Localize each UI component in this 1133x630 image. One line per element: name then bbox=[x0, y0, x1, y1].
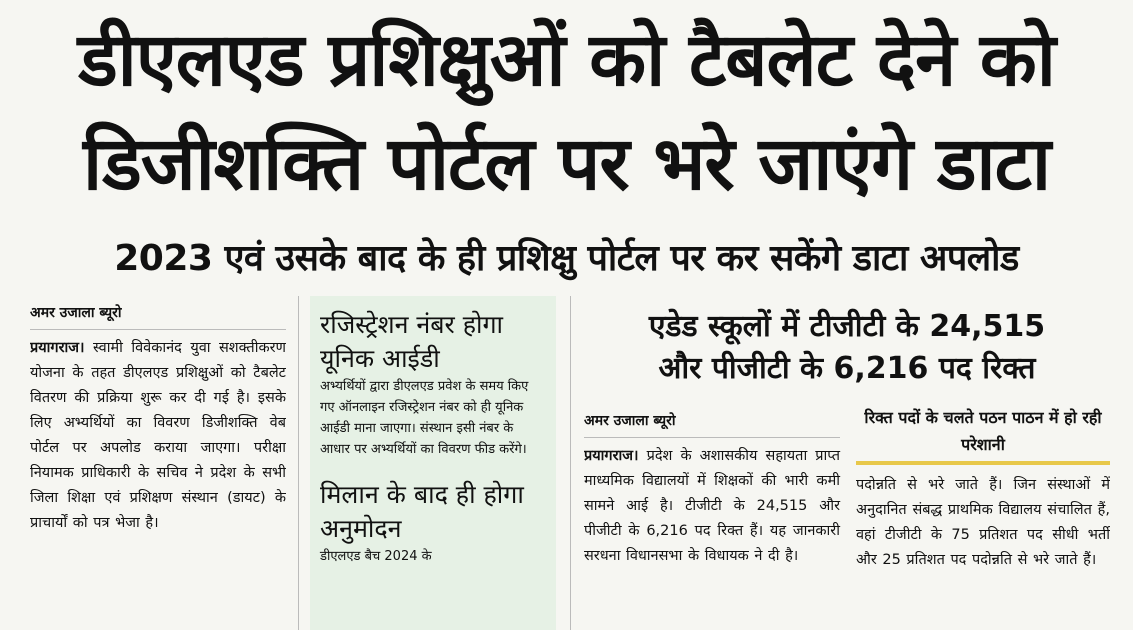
sidebar-box bbox=[310, 296, 556, 630]
sidebar-text-1: अभ्यर्थियों द्वारा डीएलएड प्रवेश के समय किए गए ऑनलाइन रजिस्ट्रेशन नंबर को ही यूनिक आईडी माना जाएगा। संस्थान इसी नंबर के आधार पर अभ्यर्थियों का विवरण फीड करेंगे। bbox=[320, 379, 529, 457]
headline-line-1: डीएलएड प्रशिक्षुओं को टैबलेट देने को bbox=[78, 17, 1055, 103]
column-divider bbox=[570, 296, 571, 630]
story-2-byline: अमर उजाला ब्यूरो bbox=[584, 404, 840, 438]
story-1-body bbox=[30, 336, 286, 536]
story-2-box-head: रिक्त पदों के चलते पठन पाठन में हो रही परेशानी bbox=[856, 404, 1110, 465]
story-2-box bbox=[856, 404, 1110, 573]
headline-line-2: डिजीशक्ति पोर्टल पर भरे जाएंगे डाटा bbox=[82, 121, 1051, 207]
story-2-main bbox=[584, 404, 840, 569]
column-divider bbox=[298, 296, 299, 630]
story-1-text: स्वामी विवेकानंद युवा सशक्तीकरण योजना के तहत डीएलएड प्रशिक्षुओं को टैबलेट वितरण की प्रक्रिया शुरू कर दी गई है। इसके लिए अभ्यर्थियों का विवरण डिजीशक्ति वेब पोर्टल पर अपलोड कराया जाएगा। परीक्षा नियामक प्राधिकारी के सचिव ने प्रदेश के सभी जिला शिक्षा एवं प्रशिक्षण संस्थान (डायट) के प्राचार्यों को पत्र भेजा है। bbox=[30, 340, 286, 531]
story-2-title bbox=[584, 306, 1110, 390]
story-2-column bbox=[584, 296, 1110, 630]
subheadline: 2023 एवं उसके बाद के ही प्रशिक्षु पोर्टल पर कर सकेंगे डाटा अपलोड bbox=[114, 238, 1019, 279]
story-2-title-line-2: और पीजीटी के 6,216 पद रिक्त bbox=[658, 351, 1036, 386]
story-2-dateline: प्रयागराज। bbox=[584, 448, 639, 464]
story-2-text: प्रदेश के अशासकीय सहायता प्राप्त माध्यमिक विद्यालयों में शिक्षकों की भारी कमी सामने आई है। टीजीटी के 24,515 और पीजीटी के 6,216 पद रिक्त हैं। यह जानकारी सरधना विधानसभा के विधायक ने दी है। bbox=[584, 448, 840, 564]
sidebar-subhead-1: रजिस्ट्रेशन नंबर होगा यूनिक आईडी bbox=[320, 310, 504, 373]
story-2-title-line-1: एडेड स्कूलों में टीजीटी के 24,515 bbox=[648, 309, 1046, 344]
sidebar-subhead-2: मिलान के बाद ही होगा अनुमोदन bbox=[320, 480, 524, 543]
story-2-body bbox=[584, 444, 840, 569]
sidebar-text-2: डीएलएड बैच 2024 के bbox=[320, 549, 432, 564]
story-2-box-body: पदोन्नति से भरे जाते हैं। जिन संस्थाओं में अनुदानित संबद्ध प्राथमिक विद्यालय संचालित हैं, वहां टीजीटी के 75 प्रतिशत पद सीधी भर्ती और 25 प्रतिशत पद पदोन्नति से भरे जाते हैं। bbox=[856, 477, 1110, 568]
story-1-dateline: प्रयागराज। bbox=[30, 340, 85, 356]
story-1-column bbox=[30, 296, 286, 630]
story-1-byline: अमर उजाला ब्यूरो bbox=[30, 296, 286, 330]
